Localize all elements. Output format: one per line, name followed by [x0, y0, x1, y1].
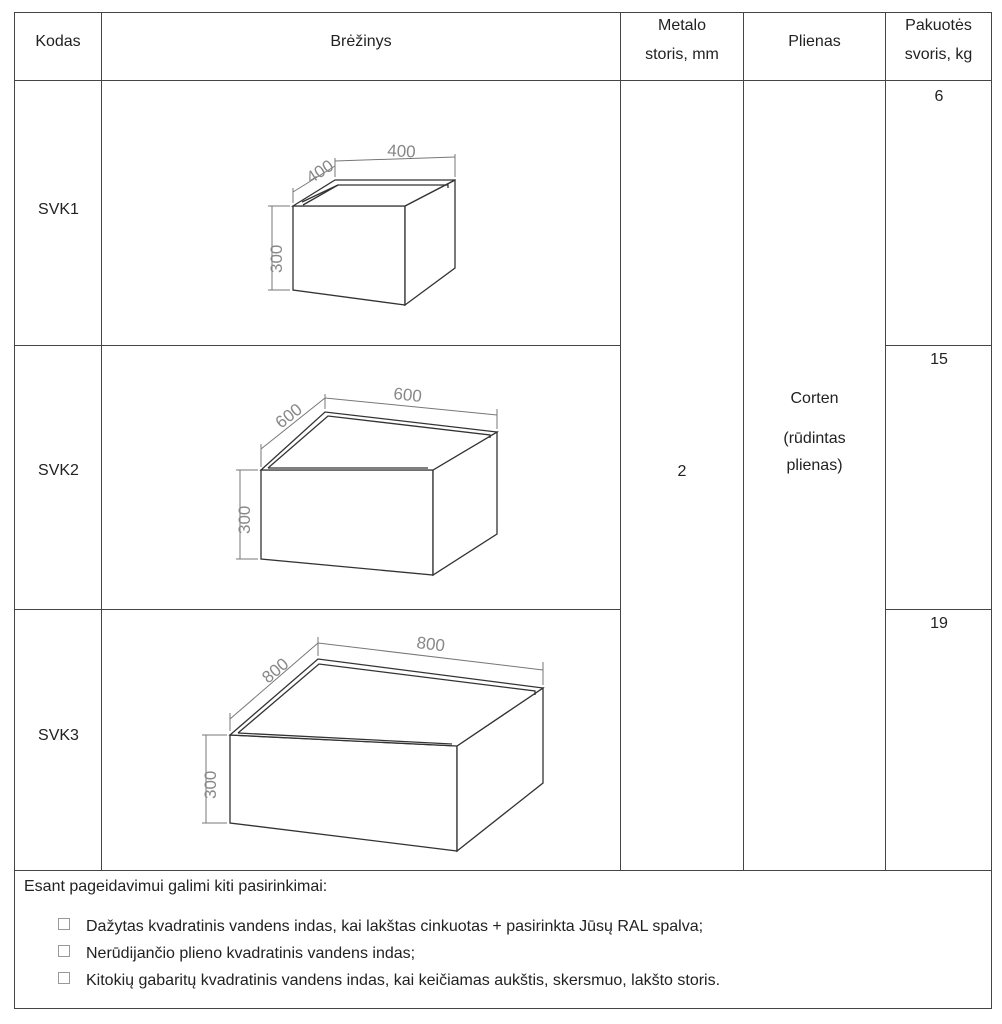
checkbox-icon: [58, 945, 70, 957]
steel-line2: (rūdintas: [783, 430, 846, 447]
dim-width-svk2: 600: [392, 384, 423, 406]
dim-depth-svk3: 800: [258, 654, 293, 688]
col-line-2: [620, 12, 621, 871]
row-line-2-left: [14, 609, 621, 610]
dim-height-svk2: 300: [235, 505, 254, 534]
option-item: [58, 972, 720, 990]
option-text: Nerūdijančio plieno kvadratinis vandens indas;: [86, 945, 416, 962]
dim-height-svk1: 300: [267, 244, 286, 273]
metal-thickness-value: 2: [677, 463, 687, 480]
table-border-right: [991, 12, 992, 1009]
row-weight-svk1: 6: [934, 88, 944, 105]
table-border-bottom: [14, 1008, 992, 1009]
notes-divider: [14, 870, 992, 871]
row-code-svk3: SVK3: [38, 727, 79, 744]
checkbox-icon: [58, 918, 70, 930]
drawing-svk3: [188, 627, 558, 862]
dim-height-svk3: 300: [201, 770, 220, 799]
product-table: [14, 12, 992, 1009]
header-metalo-line2: storis, mm: [645, 46, 719, 63]
drawing-svk2: [220, 374, 510, 586]
notes-title: Esant pageidavimui galimi kiti pasirinkimai:: [24, 878, 328, 895]
header-svoris-line2: svoris, kg: [904, 46, 973, 63]
drawing-svk1: [252, 128, 472, 318]
steel-line1: Corten: [790, 390, 839, 407]
row-weight-svk2: 15: [930, 351, 948, 368]
header-metalo-line1: Metalo: [657, 17, 707, 34]
row-weight-svk3: 19: [930, 615, 948, 632]
row-line-1-left: [14, 345, 621, 346]
checkbox-icon: [58, 972, 70, 984]
row-code-svk2: SVK2: [38, 462, 79, 479]
steel-line3: plienas): [786, 457, 843, 474]
col-line-4: [885, 12, 886, 871]
header-brezinys: Brėžinys: [330, 33, 392, 50]
table-border-top: [14, 12, 992, 13]
dim-depth-svk2: 600: [271, 399, 306, 433]
dim-depth-svk1: 400: [302, 155, 337, 188]
row-line-1-right: [885, 345, 992, 346]
header-divider: [14, 80, 992, 81]
dim-width-svk3: 800: [415, 633, 446, 656]
row-code-svk1: SVK1: [38, 201, 79, 218]
table-border-left: [14, 12, 15, 1009]
option-text: Dažytas kvadratinis vandens indas, kai lakštas cinkuotas + pasirinkta Jūsų RAL spalva;: [86, 918, 704, 935]
row-line-2-right: [885, 609, 992, 610]
header-plienas: Plienas: [788, 33, 841, 50]
dim-width-svk1: 400: [386, 141, 417, 162]
option-text: Kitokių gabaritų kvadratinis vandens indas, kai keičiamas aukštis, skersmuo, lakšto storis.: [86, 972, 721, 989]
option-item: [58, 945, 415, 963]
header-kodas: Kodas: [35, 33, 81, 50]
header-svoris-line1: Pakuotės: [905, 17, 972, 34]
option-item: [58, 918, 703, 936]
